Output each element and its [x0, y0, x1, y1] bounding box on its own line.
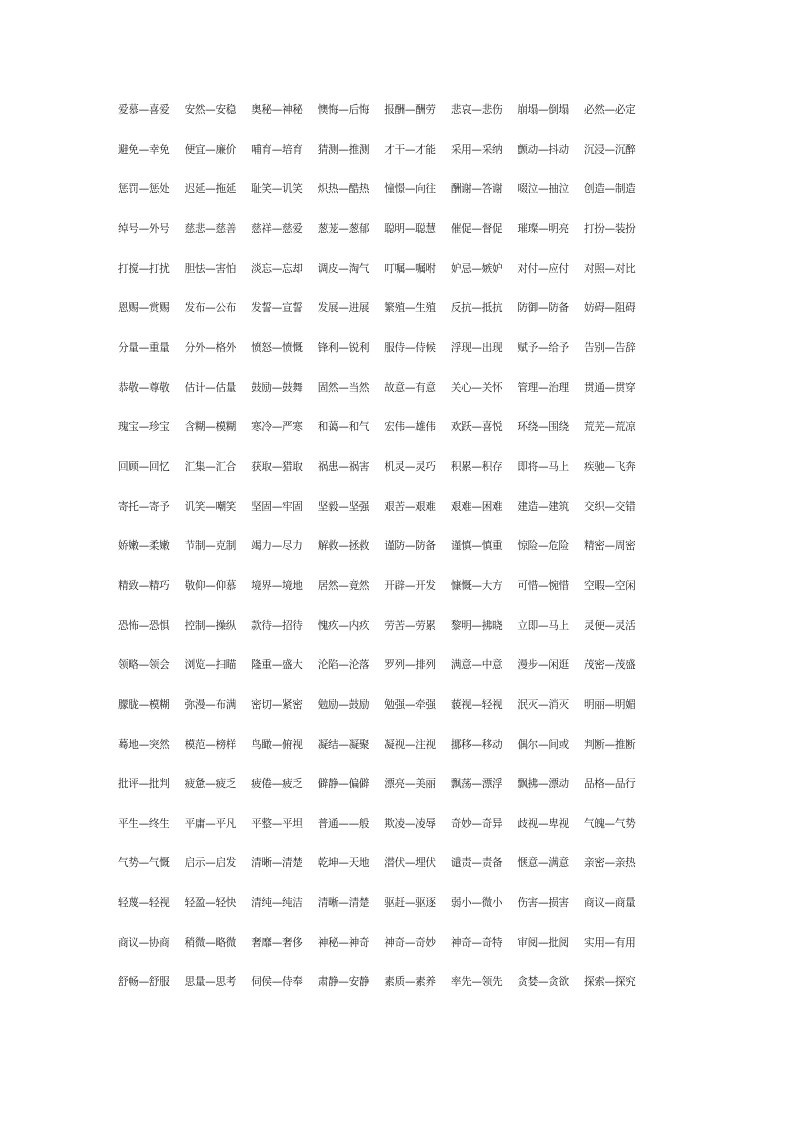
- synonym-pair: 茂密—茂盛: [583, 659, 636, 672]
- synonym-pair: 精致—精巧: [118, 579, 170, 592]
- synonym-pair: 绰号—外号: [118, 222, 170, 235]
- synonym-pair: 款待—招待: [251, 619, 303, 632]
- synonym-pair: 清纯—纯洁: [251, 897, 303, 910]
- synonym-pair: 锋利—锐利: [317, 341, 370, 354]
- synonym-pair: 叮嘱—嘱咐: [384, 262, 436, 275]
- synonym-pair: 疾驰—飞奔: [583, 460, 636, 473]
- synonym-pair: 猜测—推测: [317, 143, 370, 156]
- synonym-pair: 颤动—抖动: [517, 143, 569, 156]
- synonym-pair: 竭力—尽力: [251, 540, 303, 553]
- synonym-pair: 气魄—气势: [583, 817, 636, 830]
- synonym-row: [118, 575, 678, 615]
- synonym-row: [118, 99, 678, 139]
- synonym-pair: 浮现—出现: [450, 341, 503, 354]
- synonym-pair: 懊悔—后悔: [317, 104, 370, 116]
- synonym-pair: 清晰—清楚: [251, 857, 303, 870]
- synonym-pair: 解救—拯救: [317, 540, 370, 553]
- synonym-pair: 浏览—扫瞄: [184, 659, 237, 672]
- synonym-pair: 境界—境地: [251, 579, 303, 592]
- synonym-pair: 可惜—惋惜: [517, 579, 569, 592]
- synonym-pair: 贯通—贯穿: [583, 381, 636, 394]
- synonym-pair: 凝结—凝聚: [317, 738, 370, 751]
- synonym-pair: 聪明—聪慧: [384, 222, 436, 235]
- synonym-pair: 讥笑—嘲笑: [184, 500, 237, 513]
- synonym-pair: 鼓励—鼓舞: [251, 381, 303, 394]
- synonym-pair: 祸患—祸害: [317, 460, 370, 473]
- synonym-pair: 艰难—困难: [450, 500, 503, 513]
- synonym-pair: 妒忌—嫉妒: [450, 262, 503, 275]
- synonym-pair: 精密—周密: [583, 540, 636, 553]
- synonym-row: [118, 139, 678, 179]
- synonym-row: [118, 377, 678, 417]
- synonym-pair: 平整—平坦: [251, 817, 303, 830]
- synonym-pair: 服侍—侍候: [384, 341, 436, 354]
- synonym-pair: 飘拂—漂动: [517, 778, 569, 791]
- synonym-row: [118, 892, 678, 932]
- synonym-pair: 欢跃—喜悦: [450, 421, 503, 434]
- synonym-pair: 开辟—开发: [384, 579, 436, 592]
- synonym-pair: 商议—协商: [118, 936, 170, 949]
- synonym-pair: 黎明—拂晓: [450, 619, 503, 632]
- synonym-pair: 批评—批判: [118, 778, 170, 791]
- synonym-pair: 胆怯—害怕: [184, 262, 237, 275]
- synonym-pair: 恭敬—尊敬: [118, 381, 170, 394]
- synonym-pair: 催促—督促: [450, 222, 503, 235]
- synonym-pair: 炽热—酷热: [317, 183, 370, 196]
- synonym-pair: 神奇—奇特: [450, 936, 503, 949]
- synonym-pair: 发展—进展: [317, 302, 370, 315]
- synonym-pair: 肃静—安静: [317, 976, 370, 989]
- synonym-pair: 对付—应付: [517, 262, 569, 275]
- synonym-pair: 鸟瞰—俯视: [251, 738, 303, 751]
- synonym-pair: 平生—终生: [118, 817, 170, 830]
- synonym-pair: 反抗—抵抗: [450, 302, 503, 315]
- synonym-pair: 坚固—牢固: [251, 500, 303, 513]
- synonym-pair: 发誓—宣誓: [251, 302, 303, 315]
- synonym-pair: 宏伟—雄伟: [384, 421, 436, 434]
- synonym-pair: 憧憬—向往: [384, 183, 436, 196]
- synonym-pair: 坚毅—坚强: [317, 500, 370, 513]
- synonym-pair: 汇集—汇合: [184, 460, 237, 473]
- synonym-pair: 采用—采纳: [450, 143, 503, 156]
- synonym-row: [118, 734, 678, 774]
- synonym-pair: 管理—治理: [517, 381, 569, 394]
- synonym-pair: 迟延—拖延: [184, 183, 237, 196]
- synonym-pair: 神奇—奇妙: [384, 936, 436, 949]
- synonym-pair: 控制—操纵: [184, 619, 237, 632]
- synonym-pair: 乾坤—天地: [317, 857, 370, 870]
- synonym-pair: 立即—马上: [517, 619, 569, 632]
- synonym-pair: 隆重—盛大: [251, 659, 303, 672]
- synonym-pair: 含糊—模糊: [184, 421, 237, 434]
- synonym-pair: 劳苦—劳累: [384, 619, 436, 632]
- synonym-pair: 泯灭—消灭: [517, 698, 569, 711]
- synonym-pair: 慈祥—慈爱: [251, 222, 303, 235]
- synonym-pair: 藐视—轻视: [450, 698, 503, 711]
- synonym-pair: 沦陷—沦落: [317, 659, 370, 672]
- synonym-pair: 调皮—淘气: [317, 262, 370, 275]
- synonym-pair: 必然—必定: [583, 104, 636, 116]
- synonym-row: [118, 258, 678, 298]
- synonym-pair: 居然—竟然: [317, 579, 370, 592]
- synonym-pair: 神秘—神奇: [317, 936, 370, 949]
- synonym-pair: 才干—才能: [384, 143, 436, 156]
- synonym-pair: 繁殖—生殖: [384, 302, 436, 315]
- synonym-pair: 防御—防备: [517, 302, 569, 315]
- synonym-pair: 伤害—损害: [517, 897, 569, 910]
- synonym-pair: 弱小—微小: [450, 897, 503, 910]
- synonym-pair: 妨碍—阻碍: [583, 302, 636, 315]
- synonym-pair: 密切—紧密: [251, 698, 303, 711]
- synonym-pair: 空暇—空闲: [583, 579, 636, 592]
- synonym-pair: 淡忘—忘却: [251, 262, 303, 275]
- synonym-pair: 酬谢—答谢: [450, 183, 503, 196]
- synonym-pair: 轻蔑—轻视: [118, 897, 170, 910]
- synonym-pair: 寄托—寄予: [118, 500, 170, 513]
- synonym-pair: 创造—制造: [583, 183, 636, 196]
- synonym-pair: 僻静—偏僻: [317, 778, 370, 791]
- synonym-pair: 告别—告辞: [583, 341, 636, 354]
- synonym-pair: 贪婪—贪欲: [517, 976, 569, 989]
- synonym-pair: 惊险—危险: [517, 540, 569, 553]
- synonym-pair: 疲惫—疲乏: [184, 778, 237, 791]
- synonym-row: [118, 971, 678, 1011]
- synonym-row: [118, 297, 678, 337]
- synonym-pair: 亲密—亲热: [583, 857, 636, 870]
- synonym-pair: 分量—重量: [118, 341, 170, 354]
- synonym-pair: 悲哀—悲伤: [450, 104, 503, 116]
- synonym-pair: 舒畅—舒服: [118, 976, 170, 989]
- synonym-pair: 朦胧—模糊: [118, 698, 170, 711]
- synonym-pair: 探索—探究: [583, 976, 636, 989]
- synonym-row: [118, 654, 678, 694]
- synonym-pair: 弥漫—布满: [184, 698, 237, 711]
- synonym-pair: 建造—建筑: [517, 500, 569, 513]
- synonym-pair: 奥秘—神秘: [251, 104, 303, 116]
- synonym-pair: 荒芜—荒凉: [583, 421, 636, 434]
- synonym-pair: 偶尔—间或: [517, 738, 569, 751]
- synonym-pair: 和蔼—和气: [317, 421, 370, 434]
- synonym-list: [118, 99, 678, 1011]
- synonym-pair: 领略—领会: [118, 659, 170, 672]
- synonym-pair: 素质—素养: [384, 976, 436, 989]
- synonym-row: [118, 535, 678, 575]
- synonym-pair: 即将—马上: [517, 460, 569, 473]
- synonym-row: [118, 932, 678, 972]
- synonym-pair: 伺侯—侍奉: [251, 976, 303, 989]
- synonym-pair: 惩罚—惩处: [118, 183, 170, 196]
- synonym-pair: 实用—有用: [583, 936, 636, 949]
- synonym-pair: 瑰宝—珍宝: [118, 421, 170, 434]
- synonym-pair: 耻笑—讥笑: [251, 183, 303, 196]
- synonym-pair: 勉强—牵强: [384, 698, 436, 711]
- synonym-pair: 恩赐—赏赐: [118, 302, 170, 315]
- synonym-pair: 轻盈—轻快: [184, 897, 237, 910]
- synonym-pair: 奇妙—奇异: [450, 817, 503, 830]
- synonym-pair: 节制—克制: [184, 540, 237, 553]
- synonym-row: [118, 337, 678, 377]
- synonym-pair: 敬仰—仰慕: [184, 579, 237, 592]
- synonym-pair: 潜伏—埋伏: [384, 857, 436, 870]
- synonym-pair: 奢靡—奢侈: [251, 936, 303, 949]
- synonym-row: [118, 694, 678, 734]
- synonym-pair: 艰苦—艰难: [384, 500, 436, 513]
- synonym-pair: 欺凌—凌辱: [384, 817, 436, 830]
- synonym-pair: 分外—格外: [184, 341, 237, 354]
- synonym-row: [118, 615, 678, 655]
- synonym-pair: 驱赶—驱逐: [384, 897, 436, 910]
- synonym-pair: 对照—对比: [583, 262, 636, 275]
- synonym-pair: 哺育—培育: [251, 143, 303, 156]
- synonym-row: [118, 416, 678, 456]
- synonym-pair: 打扮—装扮: [583, 222, 636, 235]
- synonym-pair: 罗列—排列: [384, 659, 436, 672]
- synonym-pair: 启示—启发: [184, 857, 237, 870]
- synonym-pair: 漂亮—美丽: [384, 778, 436, 791]
- synonym-pair: 慈悲—慈善: [184, 222, 237, 235]
- synonym-pair: 便宜—廉价: [184, 143, 237, 156]
- synonym-pair: 避免—幸免: [118, 143, 170, 156]
- synonym-pair: 璀璨—明亮: [517, 222, 569, 235]
- synonym-row: [118, 496, 678, 536]
- synonym-pair: 崩塌—倒塌: [517, 104, 569, 116]
- synonym-pair: 歧视—卑视: [517, 817, 569, 830]
- synonym-pair: 普通——般: [317, 817, 370, 830]
- synonym-pair: 谴责—责备: [450, 857, 503, 870]
- synonym-pair: 积累—积存: [450, 460, 503, 473]
- synonym-pair: 愤怒—愤慨: [251, 341, 303, 354]
- synonym-pair: 估计—估量: [184, 381, 237, 394]
- synonym-pair: 勉励—鼓励: [317, 698, 370, 711]
- synonym-pair: 回顾—回忆: [118, 460, 170, 473]
- synonym-pair: 清晰—清楚: [317, 897, 370, 910]
- synonym-pair: 谨防—防备: [384, 540, 436, 553]
- synonym-pair: 获取—猎取: [251, 460, 303, 473]
- synonym-pair: 判断—推断: [583, 738, 636, 751]
- synonym-pair: 平庸—平凡: [184, 817, 237, 830]
- synonym-pair: 爱慕—喜爱: [118, 104, 170, 116]
- synonym-row: [118, 813, 678, 853]
- synonym-row: [118, 773, 678, 813]
- synonym-pair: 愧疚—内疚: [317, 619, 370, 632]
- synonym-pair: 率先—领先: [450, 976, 503, 989]
- synonym-pair: 惬意—满意: [517, 857, 569, 870]
- synonym-pair: 沉浸—沉醉: [583, 143, 636, 156]
- synonym-pair: 交织—交错: [583, 500, 636, 513]
- synonym-row: [118, 456, 678, 496]
- synonym-pair: 关心—关怀: [450, 381, 503, 394]
- synonym-pair: 报酬—酬劳: [384, 104, 436, 116]
- synonym-row: [118, 852, 678, 892]
- synonym-row: [118, 218, 678, 258]
- synonym-pair: 娇嫩—柔嫩: [118, 540, 170, 553]
- synonym-pair: 恐怖—恐惧: [118, 619, 170, 632]
- synonym-pair: 寒冷—严寒: [251, 421, 303, 434]
- synonym-pair: 机灵—灵巧: [384, 460, 436, 473]
- synonym-pair: 满意—中意: [450, 659, 503, 672]
- synonym-pair: 安然—安稳: [184, 104, 237, 116]
- synonym-pair: 灵便—灵活: [583, 619, 636, 632]
- synonym-pair: 打搅—打扰: [118, 262, 170, 275]
- synonym-pair: 啜泣—抽泣: [517, 183, 569, 196]
- synonym-pair: 慷慨—大方: [450, 579, 503, 592]
- synonym-pair: 飘荡—漂浮: [450, 778, 503, 791]
- synonym-pair: 审阅—批阅: [517, 936, 569, 949]
- synonym-pair: 赋予—给予: [517, 341, 569, 354]
- synonym-pair: 谨慎—慎重: [450, 540, 503, 553]
- synonym-pair: 品格—品行: [583, 778, 636, 791]
- synonym-pair: 明丽—明媚: [583, 698, 636, 711]
- synonym-pair: 稍微—略微: [184, 936, 237, 949]
- synonym-pair: 挪移—移动: [450, 738, 503, 751]
- synonym-pair: 思量—思考: [184, 976, 237, 989]
- synonym-pair: 凝视—注视: [384, 738, 436, 751]
- synonym-pair: 蓦地—突然: [118, 738, 170, 751]
- synonym-pair: 商议—商量: [583, 897, 636, 910]
- synonym-pair: 故意—有意: [384, 381, 436, 394]
- synonym-pair: 模范—榜样: [184, 738, 237, 751]
- synonym-pair: 气势—气慨: [118, 857, 170, 870]
- synonym-pair: 疲倦—疲乏: [251, 778, 303, 791]
- synonym-pair: 发布—公布: [184, 302, 237, 315]
- synonym-pair: 固然—当然: [317, 381, 370, 394]
- synonym-pair: 葱茏—葱郁: [317, 222, 370, 235]
- synonym-row: [118, 178, 678, 218]
- synonym-pair: 漫步—闲逛: [517, 659, 569, 672]
- synonym-pair: 环绕—围绕: [517, 421, 569, 434]
